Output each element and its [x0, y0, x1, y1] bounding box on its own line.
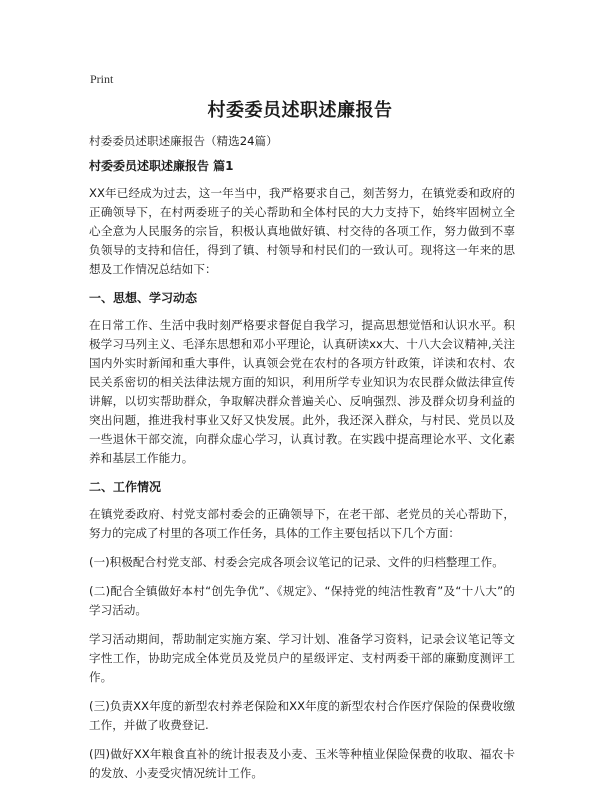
document-subtitle: 村委委员述职述廉报告（精选24篇） — [89, 134, 278, 148]
paragraph-item-4: (四)做好XX年粮食直补的统计报表及小麦、玉米等种植业保险保费的收取、福农卡的发放、小麦受灾情况统计工作。 — [89, 747, 515, 780]
paragraph-item-3: (三)负责XX年度的新型农村养老保险和XX年度的新型农村合作医疗保险的保费收缴工作，并做了收费登记. — [89, 699, 515, 732]
paragraph-item-2: (二)配合全镇做好本村“创先争优”、《规定》、“保持党的纯洁性教育”及“十八大”的学习活动。 — [89, 584, 515, 617]
paragraph-intro: XX年已经成为过去，这一年当中，我严格要求自己，刻苦努力，在镇党委和政府的正确领导下，在村两委班子的关心帮助和全体村民的大力支持下，始终牢固树立全心全意为人民服务的宗旨，积极认真地做好镇、村交待的各项工作，努力做到不辜负领导的支持和信任，得到了镇、村领导和村民们的一致认可。现将这一年来的思想及工作情况总结如下： — [89, 186, 515, 276]
paragraph-item-1: (一)积极配合村党支部、村委会完成各项会议笔记的记录、文件的归档整理工作。 — [89, 555, 504, 569]
section-heading-work: 二、工作情况 — [89, 480, 162, 494]
document-body — [89, 132, 515, 793]
article-heading: 村委委员述职述廉报告 篇1 — [89, 159, 234, 173]
page-title: 村委委员述职述廉报告 — [207, 100, 393, 121]
section-heading-thought: 一、思想、学习动态 — [89, 291, 198, 305]
paragraph-work-intro: 在镇党委政府、村党支部村委会的正确领导下，在老干部、老党员的关心帮助下，努力的完成了村里的各项工作任务，具体的工作主要包括以下几个方面： — [89, 507, 515, 540]
paragraph-thought: 在日常工作、生活中我时刻严格要求督促自我学习，提高思想觉悟和认识水平。积极学习马列主义、毛泽东思想和邓小平理论，认真研读xx大、十八大会议精神,关注国内外实时新闻和重大事件，认真领会党在农村的各项方针政策，详读和农村、农民关系密切的相关法律法规方面的知识，利用所学专业知识为农民群众做法律宣传讲解，以切实帮助群众，争取解决群众普遍关心、反响强烈、涉及群众切身利益的突出问题，推进我村事业又好又快发展。此外，我还深入群众，与村民、党员以及一些退休干部交流，向群众虚心学习，认真讨教。在实践中提高理论水平、文化素养和基层工作能力。 — [89, 318, 515, 465]
print-link[interactable]: Print — [90, 72, 114, 86]
paragraph-item-2-detail: 学习活动期间，帮助制定实施方案、学习计划、准备学习资料，记录会议笔记等文字性工作，协助完成全体党员及党员户的星级评定、支村两委干部的廉勤度测评工作。 — [89, 632, 515, 684]
